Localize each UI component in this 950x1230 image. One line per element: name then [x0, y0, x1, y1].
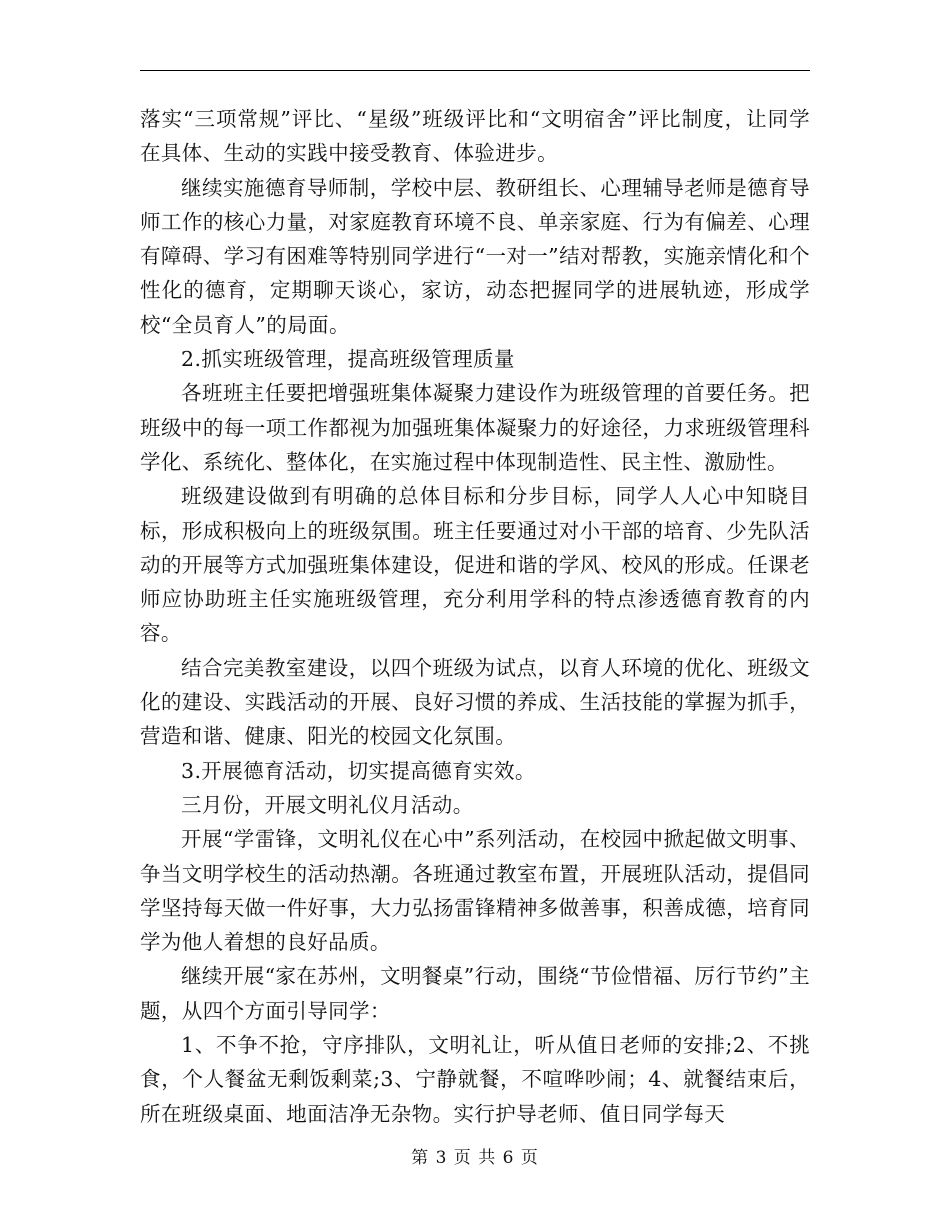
paragraph-5: 结合完美教室建设，以四个班级为试点，以育人环境的优化、班级文化的建设、实践活动的开展、良好习惯的养成、生活技能的掌握为抓手，营造和谐、健康、阳光的校园文化氛围。 — [140, 655, 810, 749]
paragraph-6: 三月份，开展文明礼仪月活动。 — [181, 792, 474, 817]
paragraph-1: 落实“三项常规”评比、“星级”班级评比和“文明宿舍”评比制度，让同学在具体、生动的实践中接受教育、体验进步。 — [140, 107, 810, 166]
section-heading-2: 2.抓实班级管理，提高班级管理质量 — [181, 347, 515, 372]
paragraph-7: 开展“学雷锋，文明礼仪在心中”系列活动，在校园中掀起做文明事、争当文明学校生的活动热潮。各班通过教室布置，开展班队活动，提倡同学坚持每天做一件好事，大力弘扬雷锋精神多做善事，积善成德，培育同学为他人着想的良好品质。 — [140, 827, 810, 955]
paragraph-4: 班级建设做到有明确的总体目标和分步目标，同学人人心中知晓目标，形成积极向上的班级氛围。班主任要通过对小干部的培育、少先队活动的开展等方式加强班集体建设，促进和谐的学风、校风的形成。任课老师应协助班主任实施班级管理，充分利用学科的特点渗透德育教育的内容。 — [140, 484, 810, 646]
paragraph-2: 继续实施德育导师制，学校中层、教研组长、心理辅导老师是德育导师工作的核心力量，对家庭教育环境不良、单亲家庭、行为有偏差、心理有障碍、学习有困难等特别同学进行“一对一”结对帮教，实施亲情化和个性化的德育，定期聊天谈心，家访，动态把握同学的进展轨迹，形成学校“全员育人”的局面。 — [140, 175, 810, 337]
paragraph-9: 1、不争不抢，守序排队，文明礼让，听从值日老师的安排;2、不挑食，个人餐盆无剩饭剩菜;3、宁静就餐，不喧哗吵闹；4、就餐结束后，所在班级桌面、地面洁净无杂物。实行护导老师、值日同学每天 — [140, 1033, 810, 1126]
page-number-footer: 第 3 页 共 6 页 — [411, 1148, 539, 1168]
paragraph-8: 继续开展“家在苏州，文明餐桌”行动，围绕“节俭惜福、厉行节约”主题，从四个方面引导同学： — [140, 964, 810, 1023]
paragraph-3: 各班班主任要把增强班集体凝聚力建设作为班级管理的首要任务。把班级中的每一项工作都视为加强班集体凝聚力的好途径，力求班级管理科学化、系统化、整体化，在实施过程中体现制造性、民主性、激励性。 — [140, 381, 810, 474]
section-heading-3: 3.开展德育活动，切实提高德育实效。 — [181, 758, 536, 783]
body-text — [140, 102, 810, 1131]
header-rule — [140, 70, 810, 71]
